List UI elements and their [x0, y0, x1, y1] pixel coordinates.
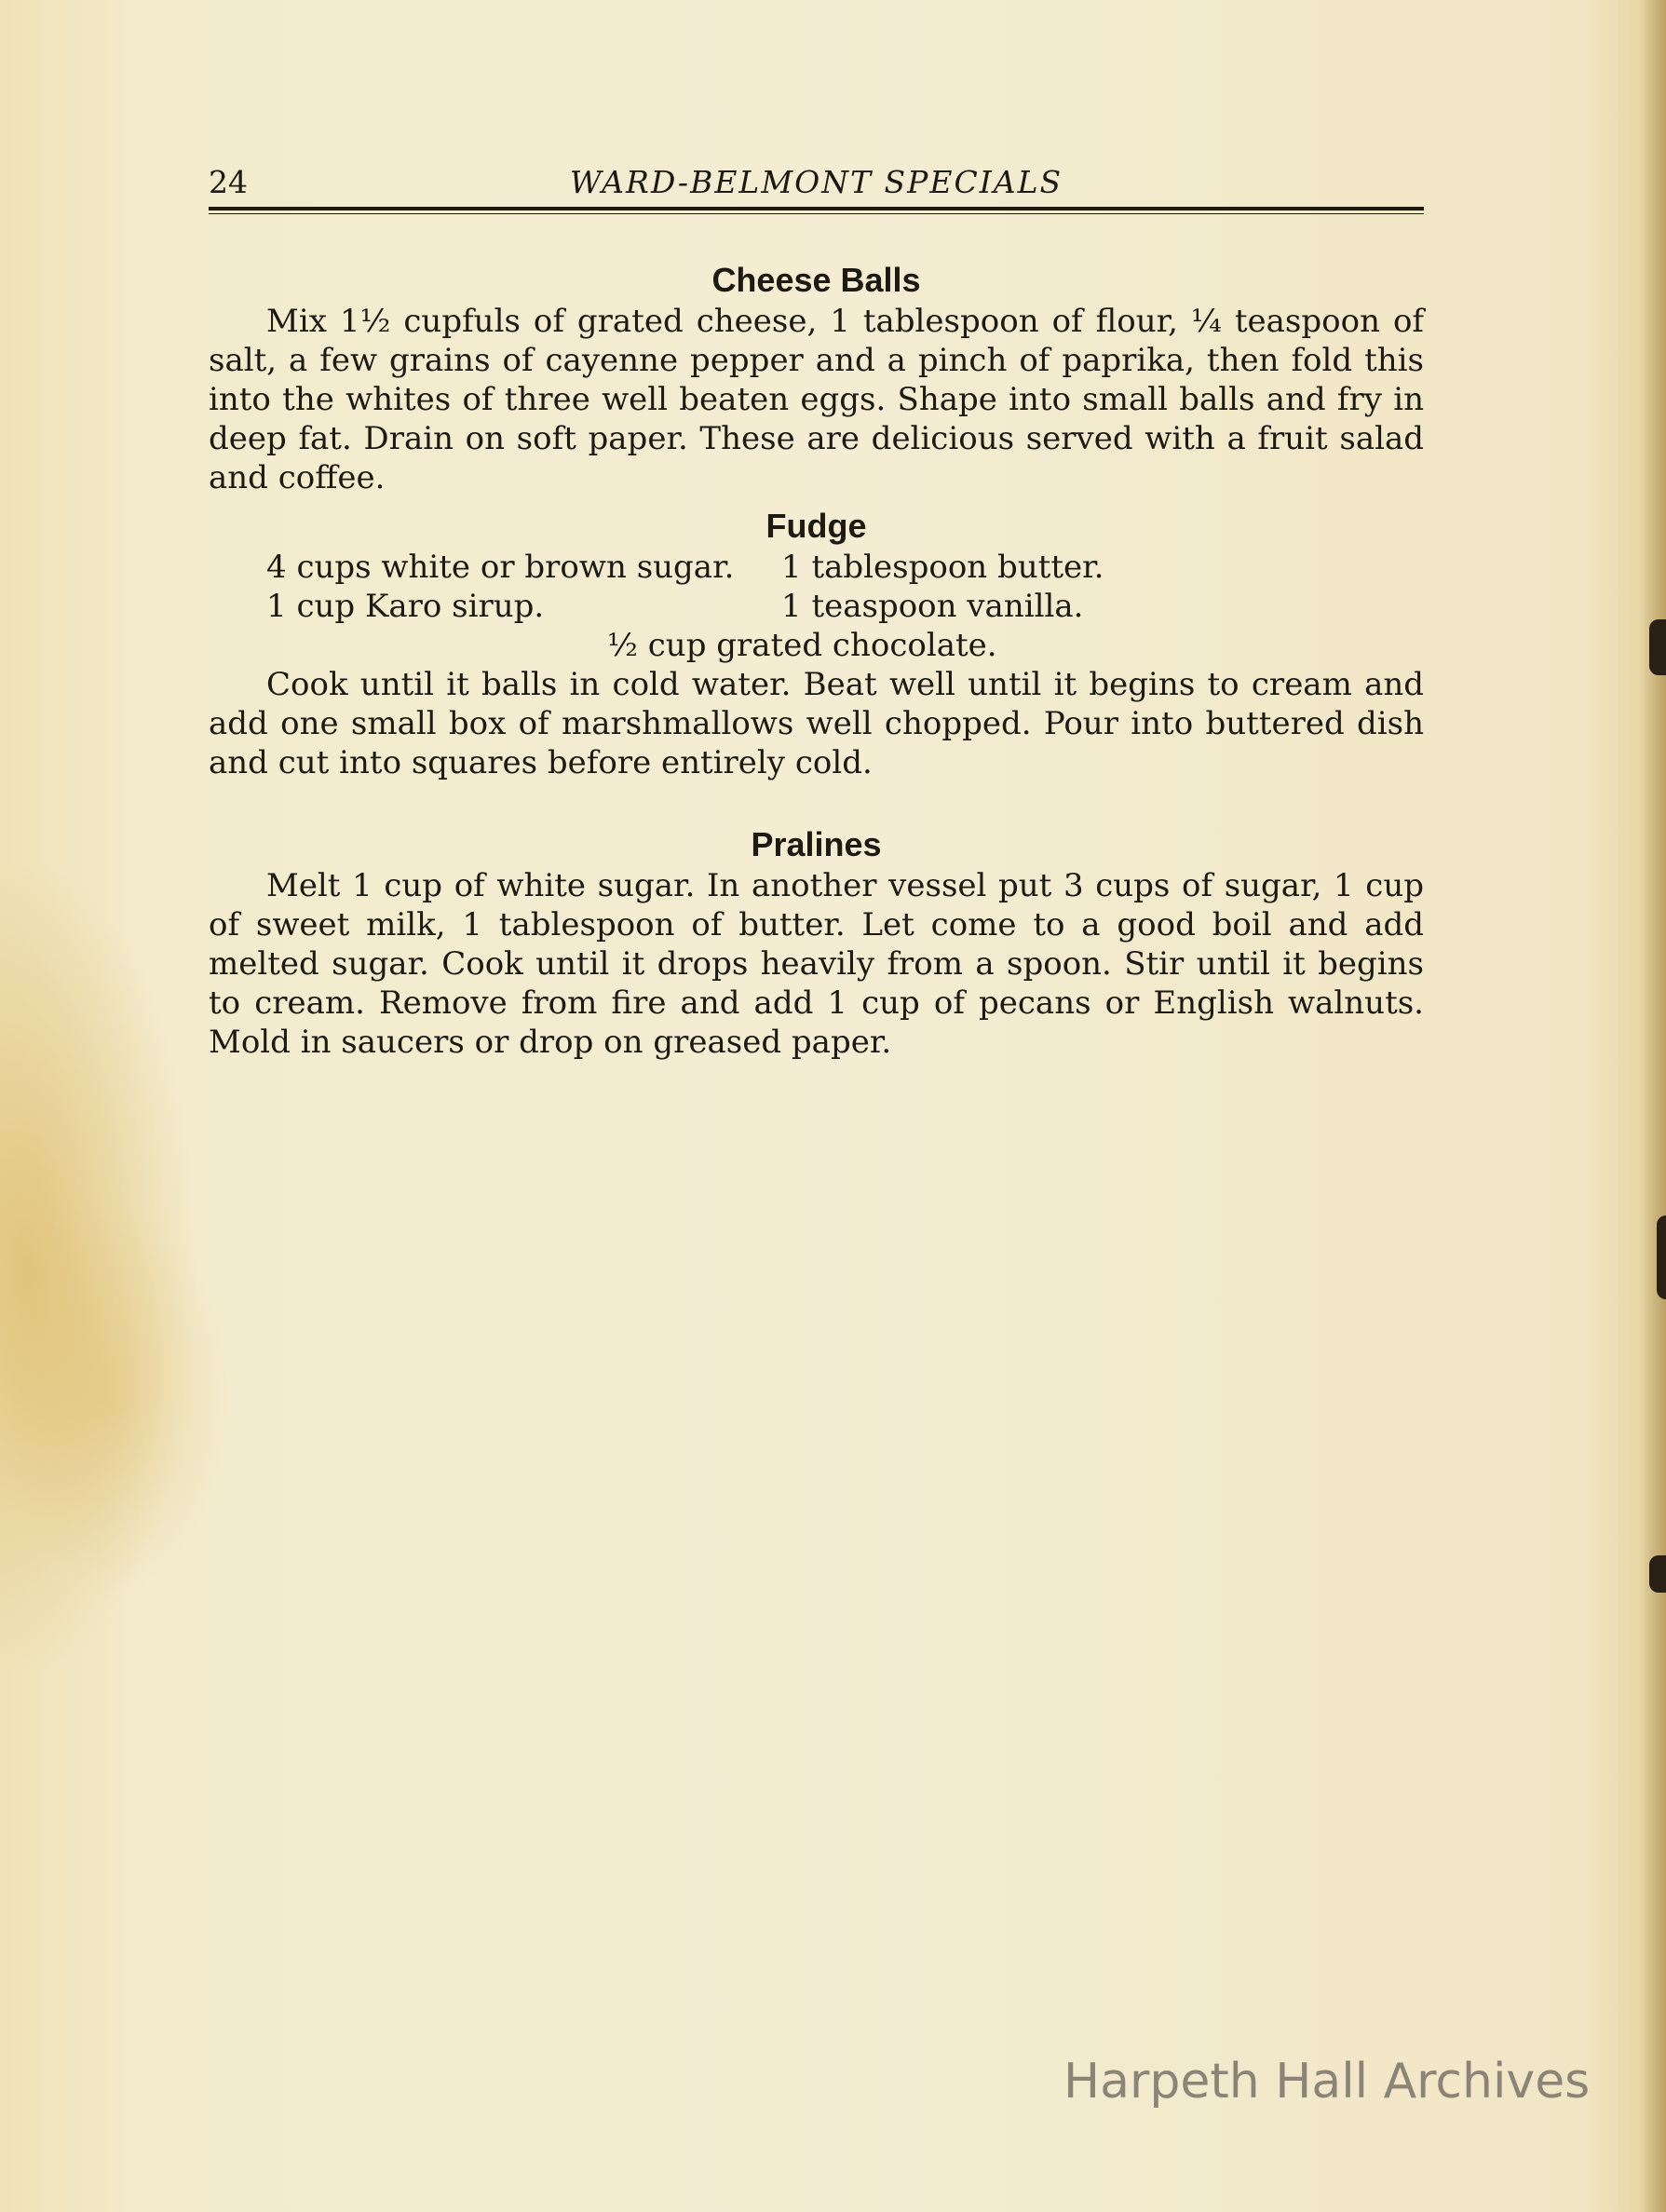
binding-shadow: [1640, 0, 1666, 2212]
page-tear: [1657, 1215, 1666, 1299]
ingredient-row: [209, 548, 1424, 587]
ingredient-row: [209, 587, 1424, 626]
recipe-cheese-balls: [209, 259, 1424, 497]
recipe-text: Melt 1 cup of white sugar. In another vessel put 3 cups of sugar, 1 cup of sweet milk, 1 tablespoon of butter. Let come to a good boil and add melted sugar. Cook until it drops heavily from a spoon. Stir until it begins to cream. Remove from fire and add 1 cup of pecans or English walnuts. Mold in saucers or drop on greased paper.: [209, 867, 1424, 1061]
page-content: [209, 158, 1424, 1062]
page-tear: [1649, 1555, 1666, 1593]
ingredient: 1 cup Karo sirup.: [266, 588, 545, 625]
ingredient: ½ cup grated chocolate.: [607, 627, 997, 664]
recipe-fudge: [209, 505, 1424, 782]
recipe-pralines: [209, 823, 1424, 1062]
recipe-title: Fudge: [765, 507, 867, 545]
ingredient: 4 cups white or brown sugar.: [266, 549, 735, 586]
archive-watermark: Harpeth Hall Archives: [1063, 2054, 1591, 2110]
page-header: [209, 158, 1424, 207]
page-number: 24: [209, 164, 248, 200]
running-head: WARD-BELMONT SPECIALS: [569, 164, 1063, 200]
recipe-text: Cook until it balls in cold water. Beat well until it begins to cream and add one small box of marshmallows well chopped. Pour into buttered dish and cut into squares before entirely cold.: [209, 666, 1424, 781]
recipe-text: Mix 1½ cupfuls of grated cheese, 1 tablespoon of flour, ¼ teaspoon of salt, a few grains of cayenne pepper and a pinch of paprika, then fold this into the whites of three well beaten eggs. Shape into small balls and fry in deep fat. Drain on soft paper. These are delicious served with a fruit salad and coffee.: [209, 303, 1424, 496]
recipe-title: Pralines: [751, 825, 882, 863]
header-rule-thin: [209, 213, 1424, 214]
ingredient-list: [209, 548, 1424, 665]
ingredient: 1 teaspoon vanilla.: [781, 588, 1084, 625]
recipe-title: Cheese Balls: [711, 261, 921, 299]
ingredient: 1 tablespoon butter.: [781, 549, 1104, 586]
page-tear: [1649, 619, 1666, 675]
header-rule: [209, 207, 1424, 210]
